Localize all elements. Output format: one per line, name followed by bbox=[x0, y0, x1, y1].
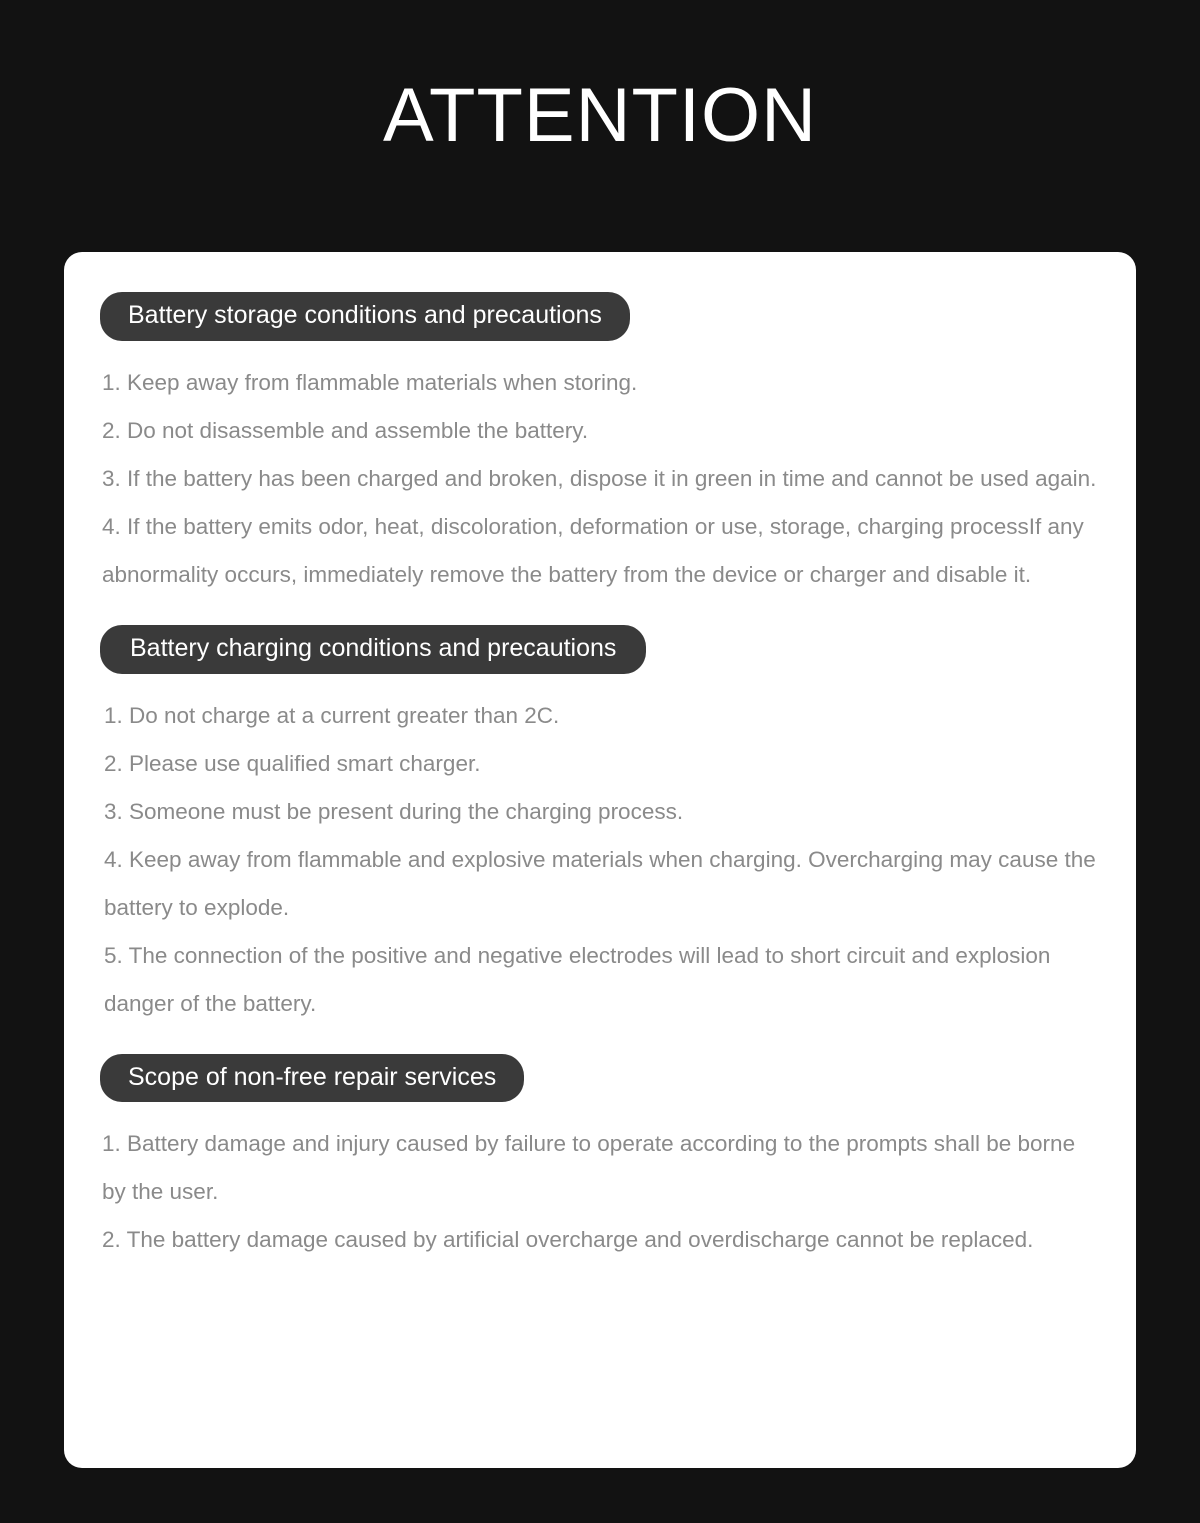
list-item: 3. Someone must be present during the charging process. bbox=[104, 798, 684, 824]
page-title: ATTENTION bbox=[382, 73, 817, 158]
section-battery-storage bbox=[100, 292, 1100, 599]
list-item: 4. If the battery emits odor, heat, discoloration, deformation or use, storage, charging processIf any abnormality occurs, immediately remove the battery from the device or charger and disable it. bbox=[102, 513, 1084, 587]
list-item: 2. Do not disassemble and assemble the battery. bbox=[102, 417, 589, 443]
section-heading-repair: Scope of non-free repair services bbox=[100, 1054, 524, 1103]
section-body-charging bbox=[100, 692, 1100, 1028]
list-item: 2. The battery damage caused by artificial overcharge and overdischarge cannot be replaced. bbox=[102, 1227, 1034, 1253]
notice-card bbox=[64, 252, 1136, 1468]
list-item: 5. The connection of the positive and negative electrodes will lead to short circuit and explosion danger of the battery. bbox=[104, 942, 1051, 1016]
section-body-repair bbox=[100, 1120, 1100, 1264]
section-battery-charging bbox=[100, 603, 1100, 1028]
list-item: 1. Do not charge at a current greater than 2C. bbox=[104, 702, 560, 728]
list-item: 4. Keep away from flammable and explosive materials when charging. Overcharging may cause the battery to explode. bbox=[104, 846, 1096, 920]
list-item: 1. Keep away from flammable materials when storing. bbox=[102, 369, 638, 395]
section-heading-storage: Battery storage conditions and precautions bbox=[100, 292, 630, 341]
list-item: 1. Battery damage and injury caused by failure to operate according to the prompts shall be borne by the user. bbox=[102, 1131, 1076, 1205]
list-item: 2. Please use qualified smart charger. bbox=[104, 750, 481, 776]
section-body-storage bbox=[100, 359, 1100, 599]
list-item: 3. If the battery has been charged and broken, dispose it in green in time and cannot be used again. bbox=[102, 465, 1097, 491]
section-repair-scope bbox=[100, 1032, 1100, 1265]
section-heading-charging: Battery charging conditions and precautions bbox=[100, 625, 646, 674]
